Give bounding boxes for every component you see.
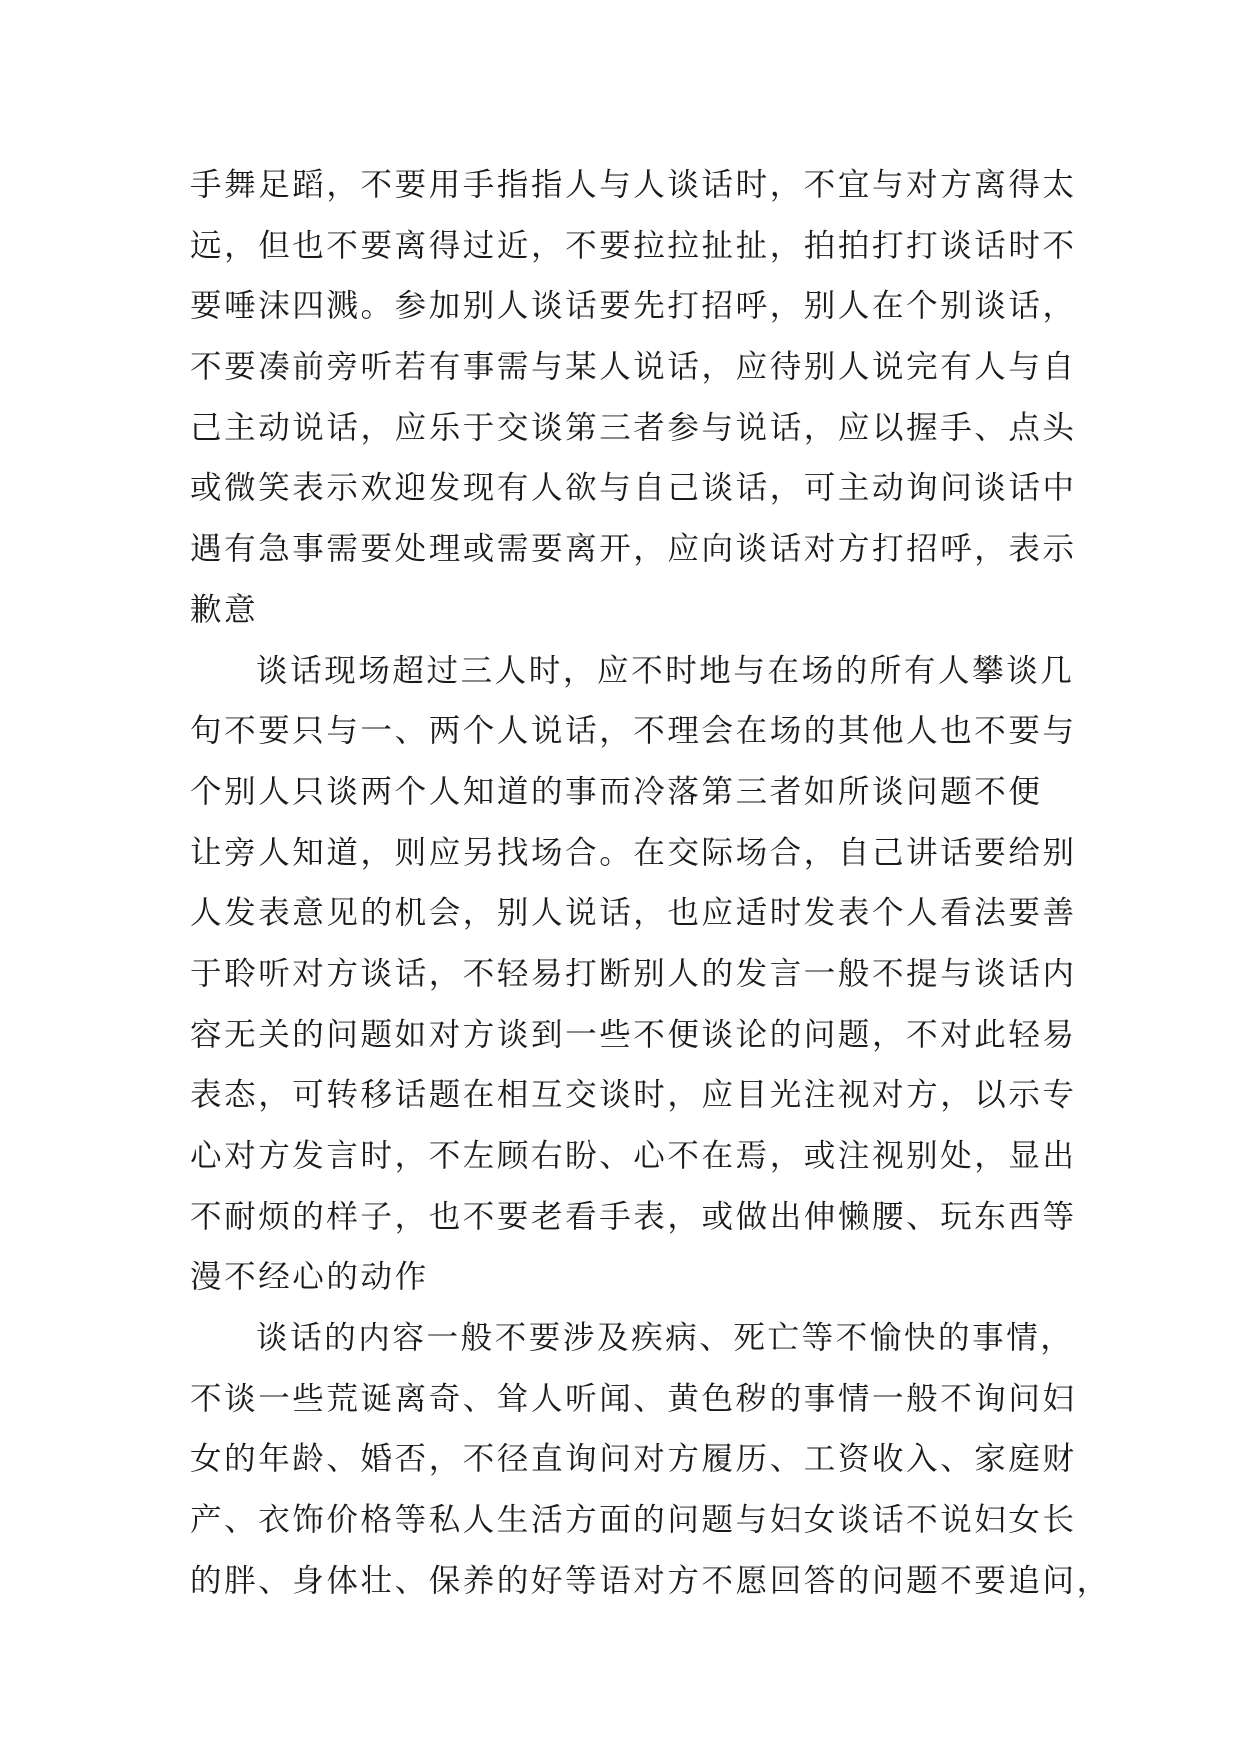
- text-line: 女的年龄、婚否，不径直询问对方履历、工资收入、家庭财: [190, 1441, 1077, 1478]
- text-line: 心对方发言时，不左顾右盼、心不在焉，或注视别处，显出: [190, 1138, 1077, 1174]
- text-line: 手舞足蹈，不要用手指指人与人谈话时，不宜与对方离得太: [190, 167, 1077, 203]
- text-line: 于聆听对方谈话，不轻易打断别人的发言一般不提与谈话内: [190, 955, 1077, 992]
- body-text: [190, 155, 1111, 1612]
- text-line: 遇有急事需要处理或需要离开，应向谈话对方打招呼，表示: [190, 531, 1077, 568]
- text-line: 不耐烦的样子，也不要老看手表，或做出伸懒腰、玩东西等: [190, 1198, 1077, 1235]
- text-line: 的胖、身体壮、保养的好等语对方不愿回答的问题不要追问，: [190, 1562, 1111, 1599]
- text-line: 不要凑前旁听若有事需与某人说话，应待别人说完有人与自: [190, 349, 1077, 386]
- text-line: 歉意: [190, 591, 259, 628]
- text-line: 容无关的问题如对方谈到一些不便谈论的问题，不对此轻易: [190, 1016, 1077, 1053]
- text-line: 人发表意见的机会，别人说话，也应适时发表个人看法要善: [190, 895, 1077, 932]
- text-line: 产、衣饰价格等私人生活方面的问题与妇女谈话不说妇女长: [190, 1502, 1077, 1539]
- text-line: 要唾沫四溅。参加别人谈话要先打招呼，别人在个别谈话，: [190, 288, 1077, 325]
- paragraph-2: [190, 641, 1077, 1309]
- text-line: 让旁人知道，则应另找场合。在交际场合，自己讲话要给别: [190, 834, 1077, 871]
- text-line: 或微笑表示欢迎发现有人欲与自己谈话，可主动询问谈话中: [190, 470, 1077, 507]
- text-line: 表态，可转移话题在相互交谈时，应目光注视对方，以示专: [190, 1077, 1077, 1114]
- paragraph-1: [190, 155, 1077, 641]
- text-line: 漫不经心的动作: [190, 1259, 429, 1296]
- text-line: 远，但也不要离得过近，不要拉拉扯扯，拍拍打打谈话时不: [190, 227, 1077, 264]
- text-line: 己主动说话，应乐于交谈第三者参与说话，应以握手、点头: [190, 409, 1077, 446]
- text-line: 个别人只谈两个人知道的事而冷落第三者如所谈问题不便: [190, 773, 1043, 810]
- text-line: 不谈一些荒诞离奇、耸人听闻、黄色秽的事情一般不询问妇: [190, 1380, 1077, 1417]
- text-line: 句不要只与一、两个人说话，不理会在场的其他人也不要与: [190, 713, 1077, 750]
- text-line: 谈话现场超过三人时，应不时地与在场的所有人攀谈几: [256, 652, 1075, 689]
- text-line: 谈话的内容一般不要涉及疾病、死亡等不愉快的事情，: [256, 1320, 1075, 1357]
- paragraph-3: [190, 1308, 1111, 1611]
